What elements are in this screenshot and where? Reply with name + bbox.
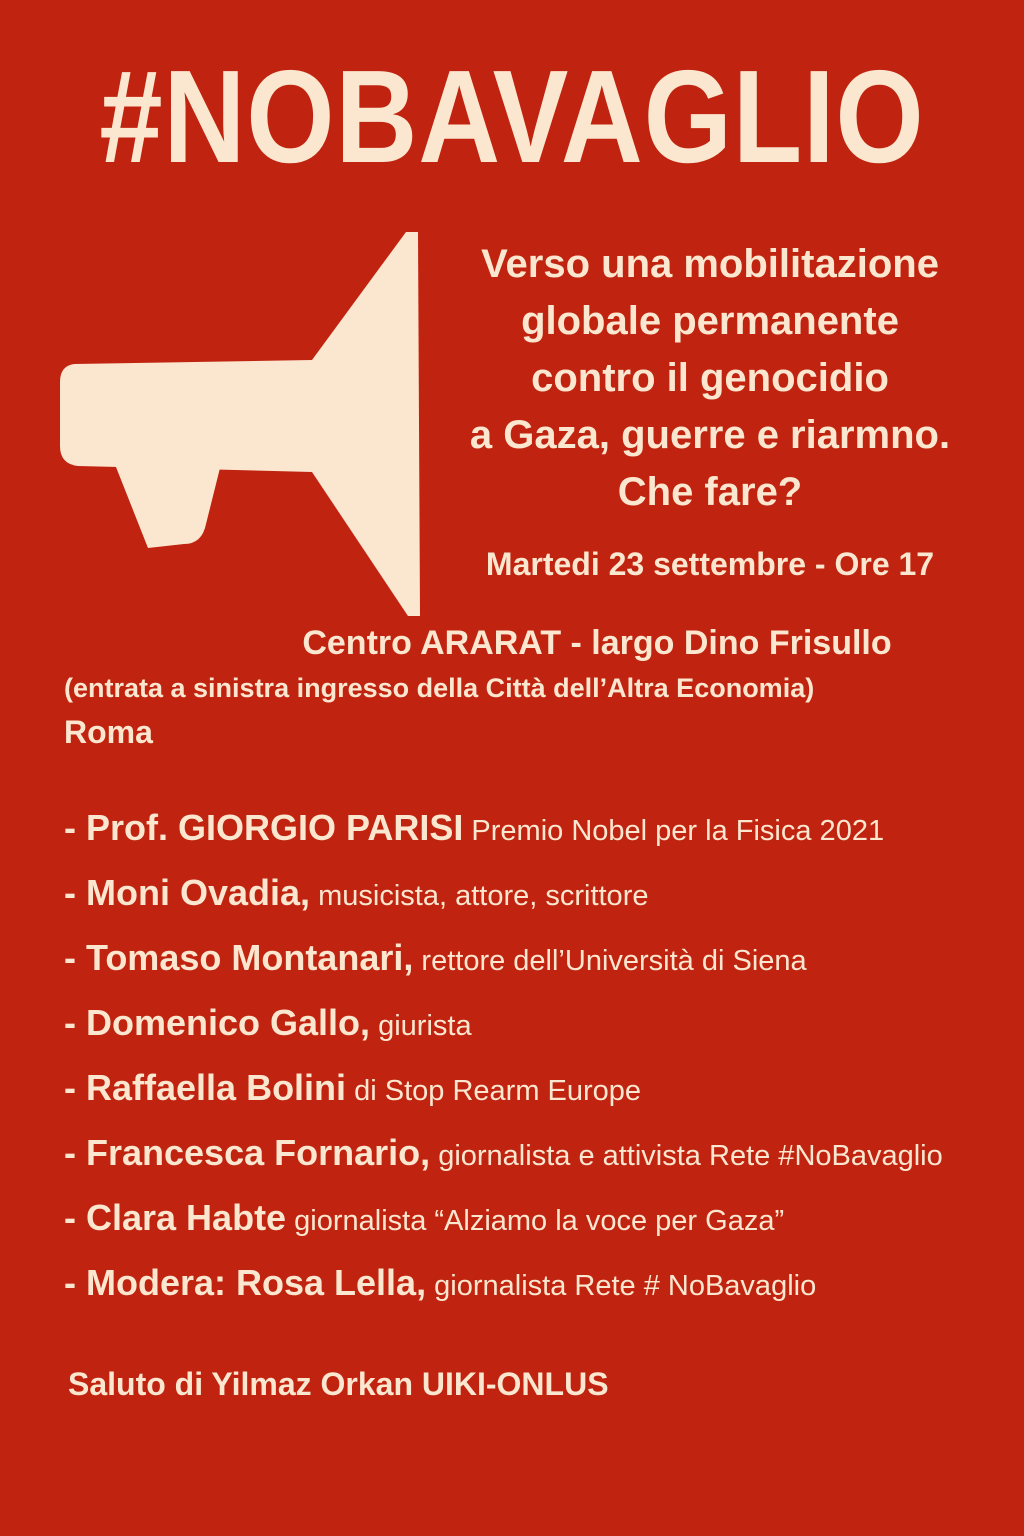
list-dash: -: [64, 1067, 86, 1108]
speaker-item: [64, 993, 1004, 1058]
greeting-text: Saluto di Yilmaz Orkan UIKI-ONLUS: [68, 1366, 609, 1402]
speaker-name: Clara Habte: [86, 1197, 287, 1238]
megaphone-icon: [56, 232, 426, 616]
list-dash: -: [64, 1197, 86, 1238]
subtitle-line: globale permanente: [521, 299, 899, 343]
speaker-item: [64, 1058, 1004, 1123]
speaker-name: Modera: Rosa Lella,: [86, 1262, 427, 1303]
venue-directions: (entrata a sinistra ingresso della Città dell’Altra Economia): [64, 673, 815, 703]
venue-city: Roma: [64, 714, 153, 750]
subtitle-line: a Gaza, guerre e riarmno.: [469, 413, 951, 457]
speaker-list: [64, 798, 1004, 1318]
speaker-item: [64, 1253, 1004, 1318]
event-date: Martedi 23 settembre - Ore 17: [485, 546, 935, 582]
speaker-name: Raffaella Bolini: [86, 1067, 347, 1108]
speaker-item: [64, 863, 1004, 928]
speaker-role: giornalista “Alziamo la voce per Gaza”: [286, 1205, 785, 1237]
event-venue: [0, 620, 1024, 754]
speaker-name: Francesca Fornario,: [86, 1132, 431, 1173]
list-dash: -: [64, 1002, 86, 1043]
speaker-item: [64, 1123, 1004, 1188]
speaker-item: [64, 1188, 1004, 1253]
list-dash: -: [64, 1132, 86, 1173]
subtitle-line: contro il genocidio: [531, 356, 889, 400]
list-dash: -: [64, 1262, 86, 1303]
speaker-name: Moni Ovadia,: [86, 872, 311, 913]
speaker-name: Tomaso Montanari,: [86, 937, 414, 978]
poster-title: #NOBAVAGLIO: [99, 43, 925, 190]
list-dash: -: [64, 937, 86, 978]
speaker-role: giurista: [370, 1010, 472, 1042]
speaker-item: [64, 928, 1004, 993]
speaker-role: Premio Nobel per la Fisica 2021: [463, 815, 885, 847]
speaker-role: rettore dell’Università di Siena: [413, 945, 807, 977]
speaker-name: Domenico Gallo,: [86, 1002, 371, 1043]
speaker-role: musicista, attore, scrittore: [310, 880, 649, 912]
speaker-role: giornalista Rete # NoBavaglio: [426, 1270, 817, 1302]
speaker-item: [64, 798, 1004, 863]
speaker-role: di Stop Rearm Europe: [346, 1075, 642, 1107]
venue-name: Centro ARARAT - largo Dino Frisullo: [302, 624, 892, 662]
list-dash: -: [64, 807, 86, 848]
subtitle-line: Che fare?: [617, 470, 803, 514]
speaker-role: giornalista e attivista Rete #NoBavaglio: [430, 1140, 943, 1172]
event-subtitle: [440, 236, 980, 521]
speaker-name: Prof. GIORGIO PARISI: [86, 807, 464, 848]
list-dash: -: [64, 872, 86, 913]
subtitle-line: Verso una mobilitazione: [481, 242, 939, 286]
